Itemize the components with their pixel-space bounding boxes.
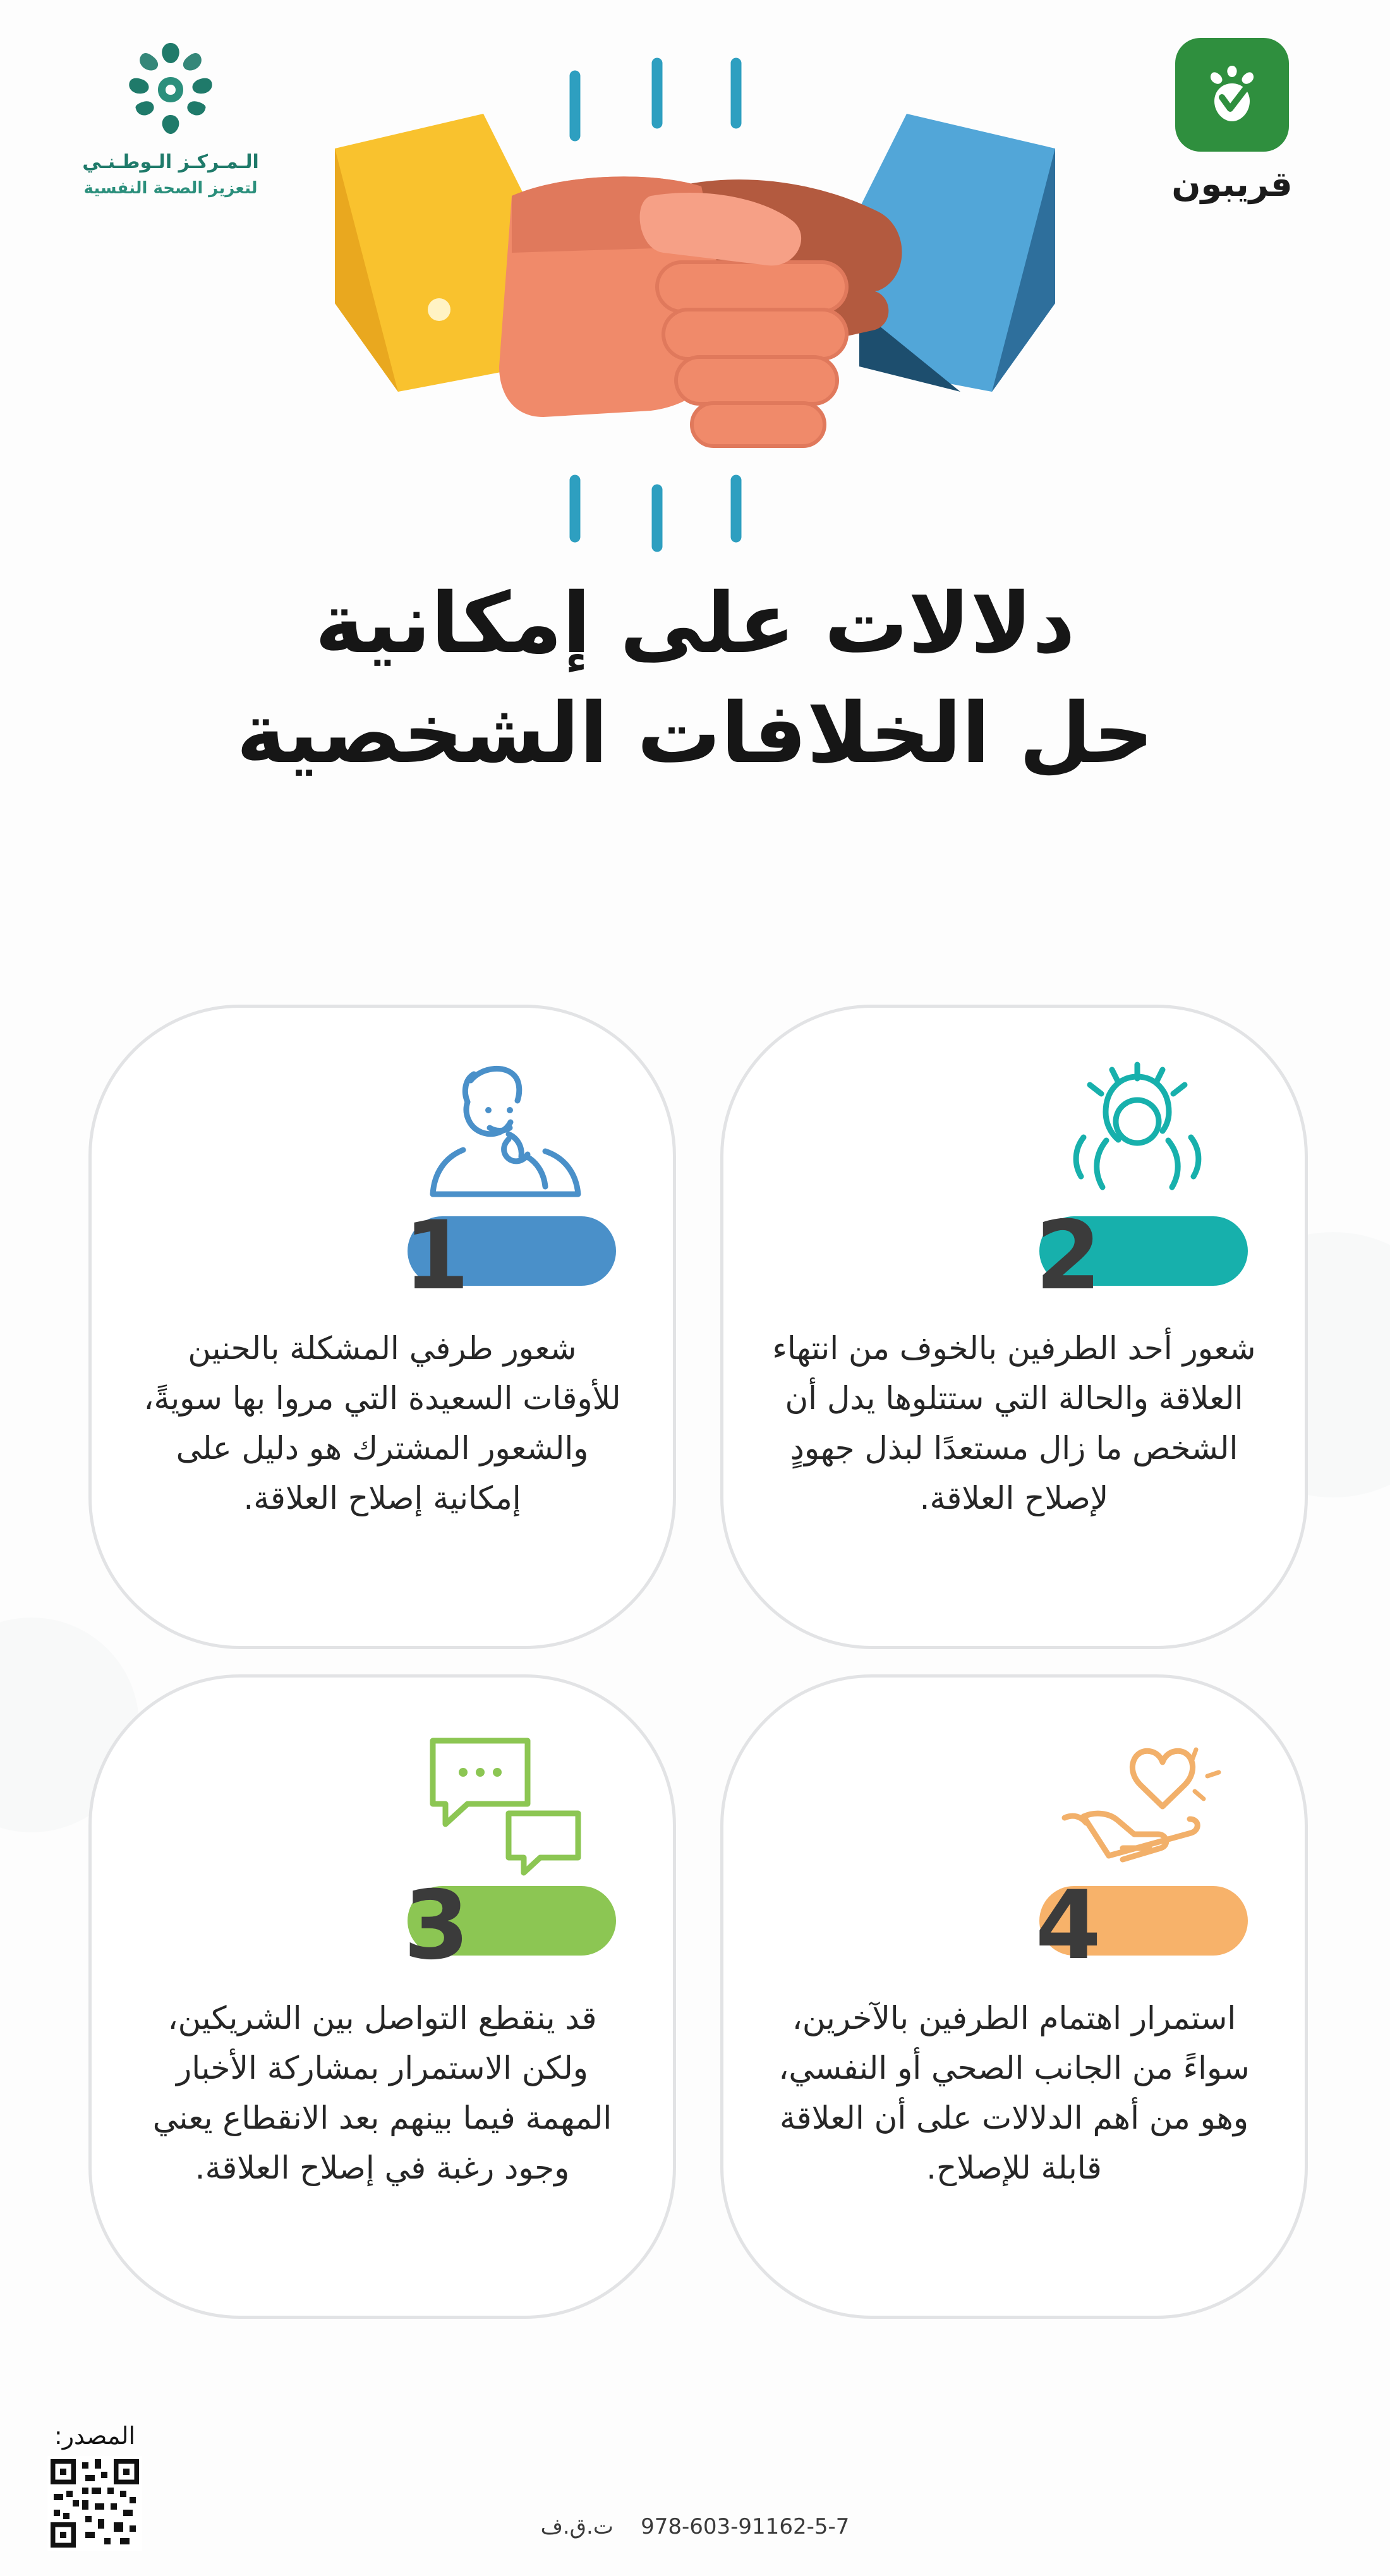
thinking-person-icon	[414, 1052, 597, 1210]
cards-row-1	[88, 1005, 1308, 1649]
isbn-line	[0, 2514, 1390, 2539]
card-4-text: استمرار اهتمام الطرفين بالآخرين، سواءً من الجانب الصحي أو النفسي، وهو من أهم الدلالات على أن العلاقة قابلة للإصلاح.	[778, 2000, 1250, 2186]
title-line-2: حل الخلافات الشخصية	[236, 685, 1154, 783]
header	[0, 0, 1390, 556]
badge-label: قريبون	[1171, 164, 1293, 204]
card-1-number-group	[403, 1201, 616, 1311]
title-line-1: دلالات على إمكانية	[315, 575, 1075, 672]
qareeboon-glyph-icon	[1194, 56, 1270, 134]
worried-person-icon	[1046, 1052, 1229, 1210]
card-1-text: شعور طرفي المشكلة بالحنين للأوقات السعيدة التي مروا بها سويةً، والشعور المشترك هو دليل على إمكانية إصلاح العلاقة.	[143, 1330, 621, 1516]
org-logo-line1: الـمـركـز الـوطـنـي	[82, 151, 259, 173]
org-logo-line2: لتعزيز الصحة النفسية	[83, 179, 258, 198]
handshake-icon	[322, 38, 1068, 556]
chat-bubbles-icon	[414, 1722, 597, 1880]
footer	[0, 2386, 1390, 2576]
card-4	[720, 1674, 1308, 2319]
cards-row-2	[88, 1674, 1308, 2319]
card-4-number-group	[1035, 1871, 1248, 1981]
cards-grid	[88, 1005, 1308, 2344]
card-3-number: 3	[403, 1871, 469, 1981]
card-1	[88, 1005, 676, 1649]
page-title	[0, 569, 1390, 789]
card-2-number: 2	[1035, 1201, 1101, 1311]
hand-heart-icon	[1046, 1722, 1229, 1880]
card-3-number-group	[403, 1871, 616, 1981]
card-2-text: شعور أحد الطرفين بالخوف من انتهاء العلاقة والحالة التي ستتلوها يدل أن الشخص ما زال مستعدًا لبذل جهودٍ لإصلاح العلاقة.	[772, 1330, 1256, 1516]
deposit-label: ت.ق.ف	[540, 2514, 613, 2539]
organization-logo	[57, 38, 284, 202]
ncmh-logo-icon	[111, 38, 231, 139]
source-label: المصدر:	[54, 2422, 136, 2450]
card-2	[720, 1005, 1308, 1649]
card-2-number-group	[1035, 1201, 1248, 1311]
card-1-number: 1	[403, 1201, 469, 1311]
card-3	[88, 1674, 676, 2319]
qareeboon-badge	[1131, 38, 1333, 221]
isbn-number: 978-603-91162-5-7	[641, 2514, 850, 2539]
card-4-number: 4	[1035, 1871, 1101, 1981]
card-3-text: قد ينقطع التواصل بين الشريكين، ولكن الاستمرار بمشاركة الأخبار المهمة فيما بينهم بعد الانقطاع يعني وجود رغبة في إصلاح العلاقة.	[152, 2000, 612, 2186]
badge-square	[1175, 38, 1289, 152]
